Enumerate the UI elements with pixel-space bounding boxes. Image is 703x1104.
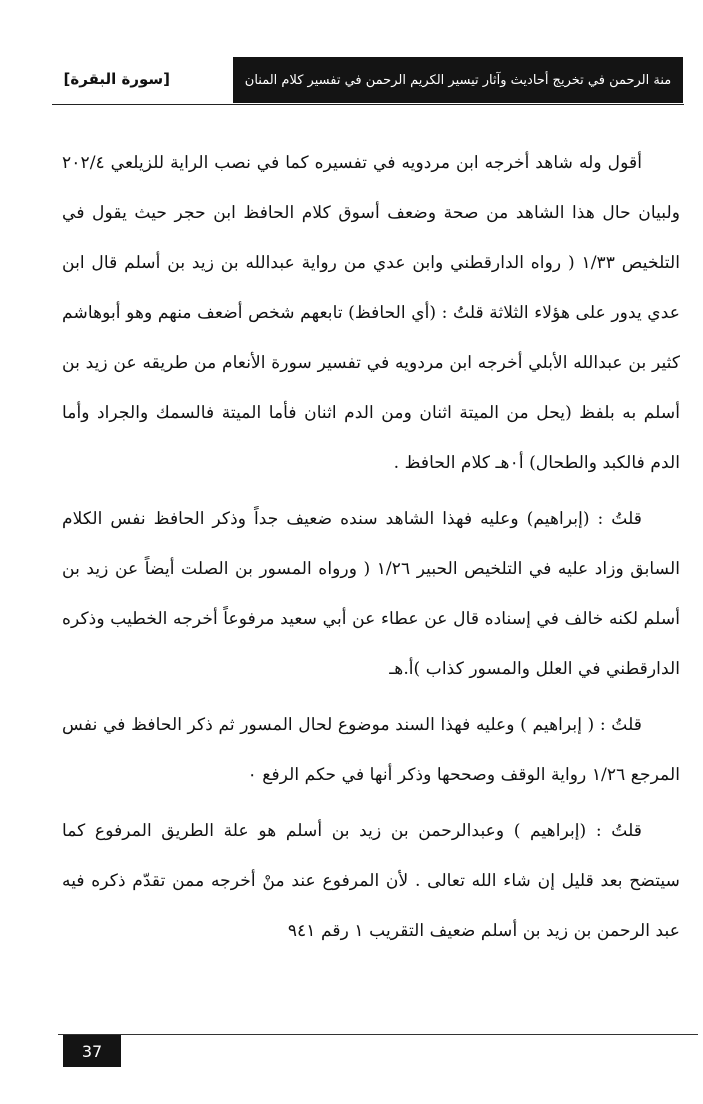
page-body xyxy=(62,138,680,956)
paragraph-2: قلتُ : (إبراهيم) وعليه فهذا الشاهد سنده ضعيف جداً وذكر الحافظ نفس الكلام السابق وزاد عليه في التلخيص الحبير ١/٢٦ ( ورواه المسور بن الصلت أيضاً عن زيد بن أسلم لكنه خالف في إسناده قال عن عطاء عن أبي سعيد مرفوعاً أخرجه الخطيب وذكره الدارقطني في العلل والمسور كذاب )أ.هـ xyxy=(62,509,680,679)
paragraph-3: قلتُ : ( إبراهيم ) وعليه فهذا السند موضوع لحال المسور ثم ذكر الحافظ في نفس المرجع ١/٢٦ رواية الوقف وصححها وذكر أنها في حكم الرفع ٠ xyxy=(62,715,680,785)
page-number: 37 xyxy=(63,1035,121,1067)
paragraph-4: قلتُ : (إبراهيم ) وعبدالرحمن بن زيد بن أسلم هو علة الطريق المرفوع كما سيتضح بعد قليل إن شاء الله تعالى . لأن المرفوع عند منْ أخرجه ممن تقدّم ذكره فيه عبد الرحمن بن زيد بن أسلم ضعيف التقريب ١ رقم ٩٤١ xyxy=(62,821,680,941)
surah-label: [سورة البقرة] xyxy=(63,70,170,88)
running-header-title xyxy=(233,57,683,103)
header-divider xyxy=(52,104,684,105)
book-title: منة الرحمن في تخريج أحاديث وآثار تيسير الكريم الرحمن في تفسير كلام المنان xyxy=(244,72,672,88)
footer-divider xyxy=(58,1034,698,1035)
paragraph-1: أقول وله شاهد أخرجه ابن مردويه في تفسيره كما في نصب الراية للزيلعي ٢٠٢/٤ ولبيان حال هذا الشاهد من صحة وضعف أسوق كلام الحافظ ابن حجر حيث يقول في التلخيص ١/٣٣ ( رواه الدارقطني وابن عدي من رواية عبدالله بن زيد بن أسلم قال ابن عدي يدور على هؤلاء الثلاثة قلتُ : (أي الحافظ) تابعهم شخص أضعف منهم وهو أبوهاشم كثير بن عبدالله الأبلي أخرجه ابن مردويه في تفسير سورة الأنعام من طريقه عن زيد بن أسلم به بلفظ (يحل من الميتة اثنان ومن الدم اثنان فأما الميتة فالسمك والجراد وأما الدم فالكبد والطحال) أ٠هـ كلام الحافظ . xyxy=(62,153,680,473)
